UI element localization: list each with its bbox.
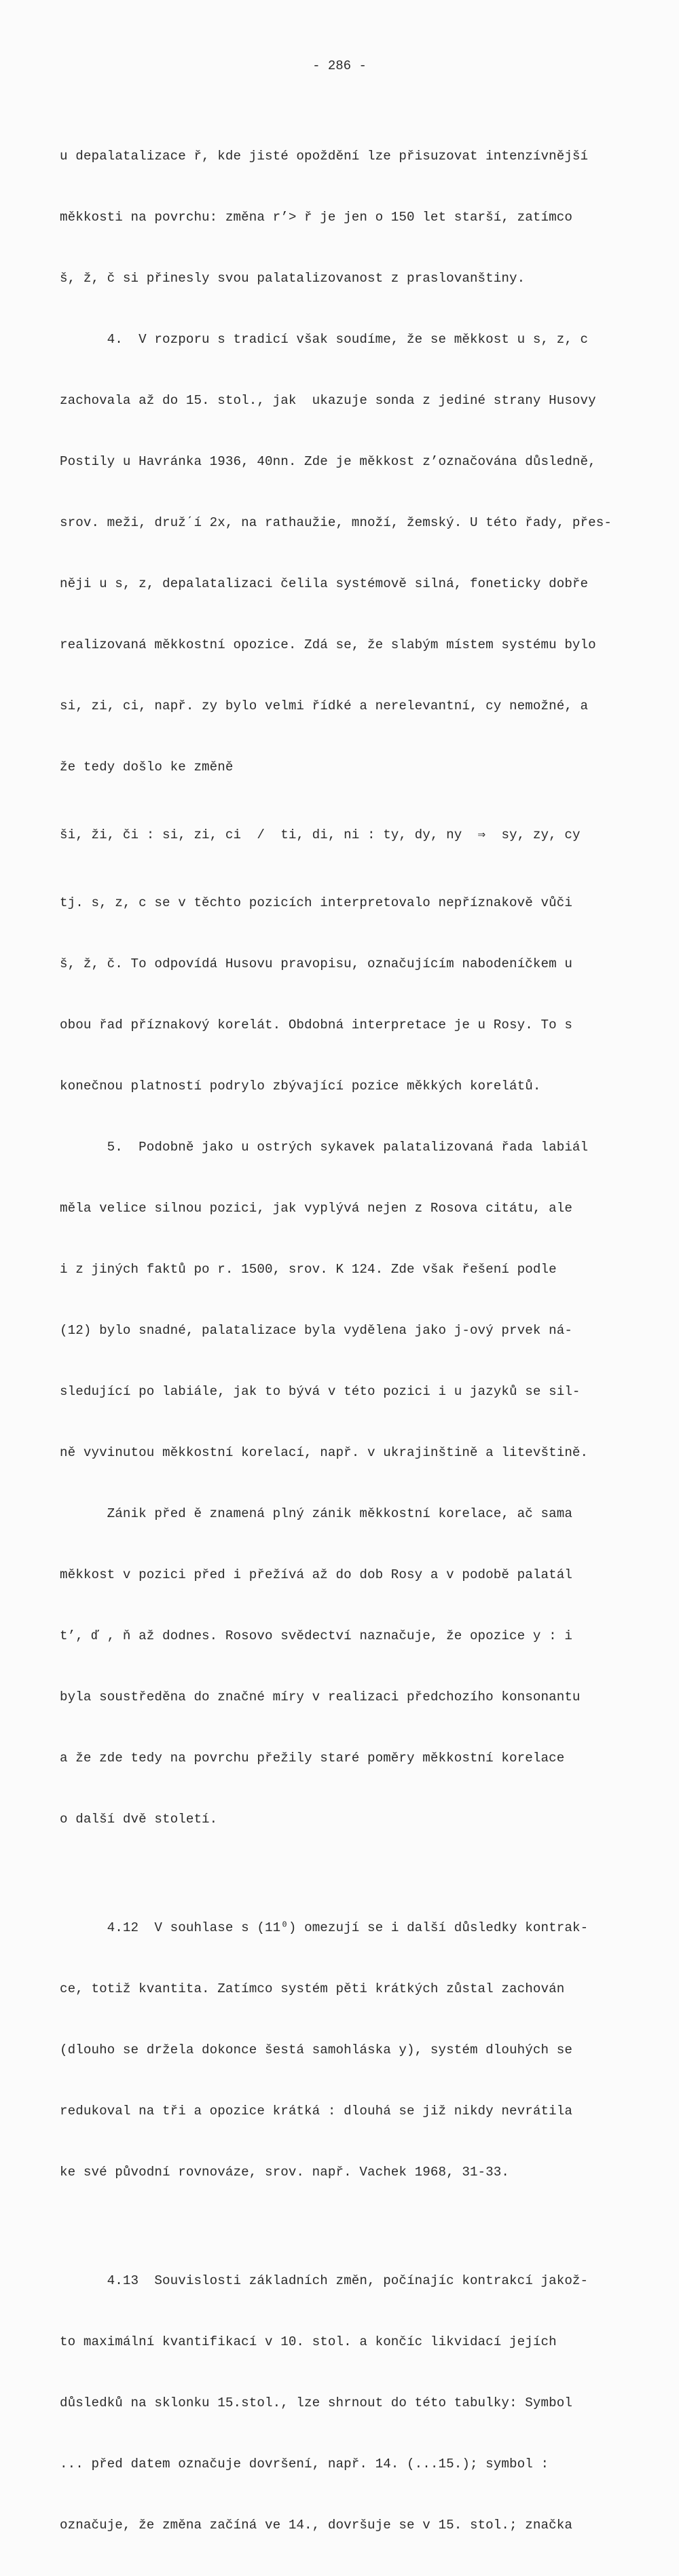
section-4-13-start: 4.13 Souvislosti základních změn, počínajíc kontrakcí jakož- bbox=[60, 2273, 589, 2288]
formula-line: ši, ži, či : si, zi, ci / ti, di, ni : ty, dy, ny ⇒ sy, zy, cy bbox=[60, 827, 581, 842]
text-line: označuje, že změna začíná ve 14., dovršuje se v 15. stol.; značka bbox=[60, 2518, 572, 2533]
page-number: - 286 - bbox=[312, 58, 367, 73]
text-line: redukoval na tři a opozice krátká : dlouhá se již nikdy nevrátila bbox=[60, 2104, 572, 2118]
text-line: byla soustředěna do značné míry v realizaci předchozího konsonantu bbox=[60, 1690, 581, 1704]
paragraph-5-start: 5. Podobně jako u ostrých sykavek palatalizovaná řada labiál bbox=[60, 1140, 589, 1155]
text-line: si, zi, ci, např. zy bylo velmi řídké a nerelevantní, cy nemožné, a bbox=[60, 698, 589, 713]
text-line: realizovaná měkkostní opozice. Zdá se, že slabým místem systému bylo bbox=[60, 637, 596, 652]
text-line: i z jiných faktů po r. 1500, srov. K 124. Zde však řešení podle bbox=[60, 1262, 557, 1277]
text-line: (12) bylo snadné, palatalizace byla vydělena jako j-ový prvek ná- bbox=[60, 1323, 572, 1338]
text-line: u depalatalizace ř, kde jisté opoždění lze přisuzovat intenzívnější bbox=[60, 149, 589, 164]
text-line: něji u s, z, depalatalizaci čelila systémově silná, foneticky dobře bbox=[60, 576, 589, 591]
text-line: š, ž, č si přinesly svou palatalizovanost z praslovanštiny. bbox=[60, 271, 526, 286]
text-line: (dlouho se držela dokonce šestá samohláska y), systém dlouhých se bbox=[60, 2042, 572, 2057]
text-line: ně vyvinutou měkkostní korelací, např. v ukrajinštině a litevštině. bbox=[60, 1445, 589, 1460]
body-text bbox=[60, 105, 623, 2576]
text-line: Zánik před ě znamená plný zánik měkkostní korelace, ač sama bbox=[60, 1506, 572, 1521]
text-line: Postily u Havránka 1936, 40nn. Zde je měkkost z’označována důsledně, bbox=[60, 454, 596, 469]
text-line: že tedy došlo ke změně bbox=[60, 760, 234, 774]
text-line: ce, totiž kvantita. Zatímco systém pěti krátkých zůstal zachován bbox=[60, 1981, 565, 1996]
text-line: obou řad příznakový korelát. Obdobná interpretace je u Rosy. To s bbox=[60, 1018, 572, 1032]
text-line: konečnou platností podrylo zbývající pozice měkkých korelátů. bbox=[60, 1079, 541, 1094]
section-4-12-start: 4.12 V souhlase s (11⁰) omezují se i další důsledky kontrak- bbox=[60, 1920, 589, 1935]
paragraph-4-start: 4. V rozporu s tradicí však soudíme, že se měkkost u s, z, c bbox=[60, 332, 589, 347]
text-line: srov. meži, družˊí 2x, na rathaužie, množí, žemský. U této řady, přes- bbox=[60, 515, 612, 530]
text-line: tj. s, z, c se v těchto pozicích interpretovalo nepříznakově vůči bbox=[60, 895, 572, 910]
paragraph-gap bbox=[60, 2223, 623, 2230]
text-line: ... před datem označuje dovršení, např. 14. (...15.); symbol : bbox=[60, 2457, 549, 2471]
text-line: měla velice silnou pozici, jak vyplývá nejen z Rosova citátu, ale bbox=[60, 1201, 572, 1216]
text-line: měkkosti na povrchu: změna r’> ř je jen o 150 let starší, zatímco bbox=[60, 210, 572, 225]
text-line: ke své původní rovnováze, srov. např. Vachek 1968, 31-33. bbox=[60, 2165, 510, 2180]
text-line: měkkost v pozici před i přežívá až do dob Rosy a v podobě palatál bbox=[60, 1567, 572, 1582]
text-line: a že zde tedy na povrchu přežily staré poměry měkkostní korelace bbox=[60, 1751, 565, 1766]
text-line: t’, ď , ň až dodnes. Rosovo svědectví naznačuje, že opozice y : i bbox=[60, 1628, 572, 1643]
text-line: důsledků na sklonku 15.stol., lze shrnout do této tabulky: Symbol bbox=[60, 2395, 572, 2410]
text-line: sledující po labiále, jak to bývá v této pozici i u jazyků se sil- bbox=[60, 1384, 581, 1399]
text-line: o další dvě století. bbox=[60, 1812, 218, 1827]
paragraph-gap bbox=[60, 1870, 623, 1877]
text-line: to maximální kvantifikací v 10. stol. a končíc likvidací jejích bbox=[60, 2334, 557, 2349]
text-line: zachovala až do 15. stol., jak ukazuje sonda z jediné strany Husovy bbox=[60, 393, 596, 408]
text-line: š, ž, č. To odpovídá Husovu pravopisu, označujícím nabodeníčkem u bbox=[60, 956, 572, 971]
